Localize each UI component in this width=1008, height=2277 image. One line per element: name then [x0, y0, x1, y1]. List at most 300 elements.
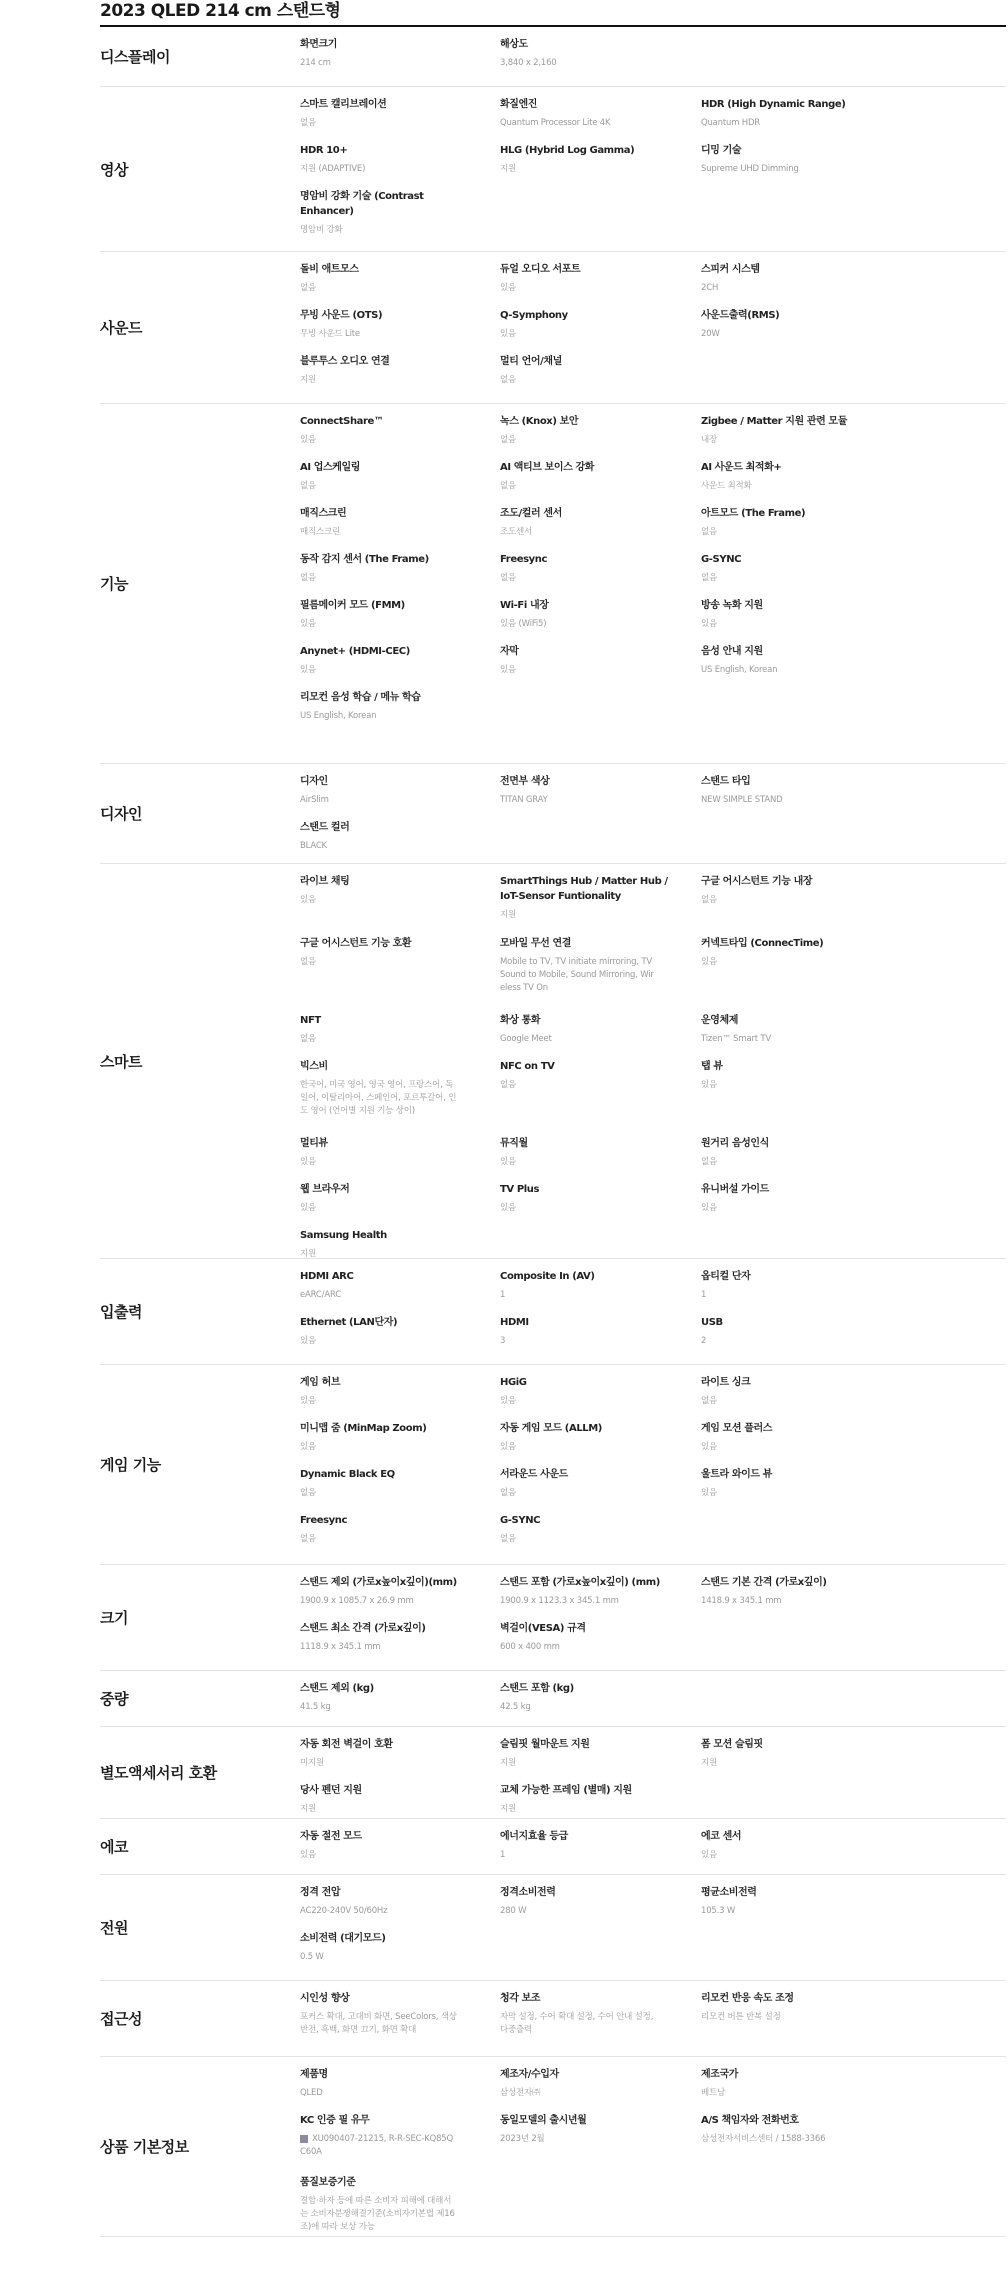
spec-item: [500, 1737, 701, 1783]
spec-value: 있음: [300, 435, 317, 445]
spec-item: [500, 1513, 701, 1559]
spec-label: Freesync: [300, 1515, 348, 1526]
spec-item: [500, 460, 701, 506]
spec-value: 없음: [500, 1488, 517, 1498]
spec-section: [100, 1875, 1006, 1981]
spec-value: 1900.9 x 1123.3 x 345.1 mm: [500, 1596, 619, 1606]
spec-label: 모바일 무선 연결: [500, 938, 571, 949]
spec-value: 없음: [701, 1157, 718, 1167]
spec-label: ConnectShare™: [300, 416, 384, 427]
spec-value: 리모컨 버튼 반복 설정: [701, 2012, 781, 2022]
spec-grid: [300, 1365, 1006, 1564]
section-category: 별도액세서리 호환: [100, 1764, 217, 1782]
spec-label: 자동 회전 벽걸이 호환: [300, 1739, 393, 1750]
spec-item: [500, 2067, 701, 2113]
spec-item: [701, 874, 901, 936]
spec-item: [701, 2113, 901, 2175]
spec-value: 있음: [300, 1442, 317, 1452]
spec-label: 디밍 기술: [701, 145, 742, 156]
spec-section: [100, 404, 1006, 764]
spec-item: [300, 1991, 500, 2053]
spec-label: 스탠드 컬러: [300, 822, 350, 833]
spec-value: 20W: [701, 329, 720, 339]
spec-value: US English, Korean: [701, 665, 778, 675]
spec-item: [300, 1182, 500, 1228]
spec-grid: [300, 252, 1006, 403]
spec-grid: [300, 1671, 1006, 1726]
spec-label: 운영체제: [701, 1015, 739, 1026]
spec-value: 내장: [701, 435, 718, 445]
spec-section: [100, 2057, 1006, 2237]
spec-value: 한국어, 미국 영어, 영국 영어, 프랑스어, 독 일어, 이탈리아어, 스페인어, 포르투갈어, 인 도 영어 (언어별 지원 기능 상이): [300, 1080, 457, 1116]
spec-item: [701, 936, 901, 1013]
spec-label: 유니버설 가이드: [701, 1184, 769, 1195]
spec-value: 2: [701, 1336, 707, 1346]
spec-value: 있음: [300, 1336, 317, 1346]
spec-item: [300, 1681, 500, 1727]
spec-label: 웹 브라우저: [300, 1184, 350, 1195]
section-category: 중량: [100, 1690, 128, 1708]
spec-item: [500, 1315, 701, 1361]
spec-item: [500, 354, 701, 400]
spec-label: 조도/컬러 센서: [500, 508, 562, 519]
spec-section: [100, 252, 1006, 404]
spec-item: [500, 1013, 701, 1059]
spec-item: [701, 506, 901, 552]
spec-label: 소비전력 (대기모드): [300, 1933, 386, 1944]
spec-label: 게임 허브: [300, 1377, 341, 1388]
spec-label: 스마트 캘리브레이션: [300, 99, 387, 110]
spec-value-wrap: [300, 2133, 500, 2159]
spec-section: [100, 1727, 1006, 1819]
spec-label: 제조자/수입자: [500, 2069, 559, 2080]
spec-label: 화면크기: [300, 39, 338, 50]
spec-label: 동일모델의 출시년월: [500, 2115, 587, 2126]
section-category: 영상: [100, 160, 128, 179]
spec-value: 무빙 사운드 Lite: [300, 329, 360, 339]
spec-label: 자막: [500, 646, 519, 657]
spec-item: [300, 820, 500, 866]
spec-value: 없음: [500, 573, 517, 583]
spec-item: [500, 1885, 701, 1931]
spec-item: [300, 2113, 500, 2175]
spec-value: 3: [500, 1336, 506, 1346]
spec-item: [701, 552, 901, 598]
spec-item: [300, 1467, 500, 1513]
spec-value: 280 W: [500, 1906, 527, 1916]
spec-value: 있음: [300, 665, 317, 675]
spec-label: Samsung Health: [300, 1230, 387, 1241]
spec-label: G-SYNC: [500, 1515, 541, 1526]
spec-item: [300, 1575, 500, 1621]
spec-sections: [100, 27, 1006, 2237]
spec-label: 사운드출력(RMS): [701, 310, 780, 321]
spec-value: 없음: [300, 283, 317, 293]
spec-value: 지원 (ADAPTIVE): [300, 164, 366, 174]
spec-item: [500, 1681, 701, 1727]
spec-item: [500, 414, 701, 460]
spec-value: 없음: [300, 1488, 317, 1498]
spec-value: 없음: [701, 573, 718, 583]
spec-label: 시인성 향상: [300, 1993, 350, 2004]
spec-label: 슬림핏 월마운트 지원: [500, 1739, 590, 1750]
spec-label: 라이브 채팅: [300, 876, 350, 887]
spec-label: HGiG: [500, 1377, 527, 1388]
spec-item: [500, 644, 701, 690]
spec-value: 0.5 W: [300, 1952, 324, 1962]
spec-grid: [300, 1819, 1006, 1874]
spec-value: 있음: [500, 1157, 517, 1167]
spec-label: Q-Symphony: [500, 310, 568, 321]
spec-item: [300, 1513, 500, 1559]
spec-grid: [300, 1727, 1006, 1818]
spec-section: [100, 1259, 1006, 1365]
spec-value: AC220-240V 50/60Hz: [300, 1906, 388, 1916]
spec-label: NFC on TV: [500, 1061, 555, 1072]
spec-label: 뮤직월: [500, 1138, 528, 1149]
spec-value: 없음: [701, 527, 718, 537]
spec-value: NEW SIMPLE STAND: [701, 795, 783, 805]
spec-item: [300, 354, 500, 400]
spec-section: [100, 764, 1006, 864]
spec-label: Anynet+ (HDMI-CEC): [300, 646, 410, 657]
spec-label: 빅스비: [300, 1061, 328, 1072]
spec-value: 매직스크린: [300, 527, 341, 537]
spec-value: 3,840 x 2,160: [500, 58, 557, 68]
section-category: 게임 기능: [100, 1456, 161, 1474]
spec-label: HDR (High Dynamic Range): [701, 99, 846, 110]
spec-item: [300, 644, 500, 690]
spec-item: [500, 37, 701, 83]
spec-label: Freesync: [500, 554, 548, 565]
spec-item: [300, 1421, 500, 1467]
spec-item: [701, 774, 901, 820]
spec-item: [500, 936, 701, 1013]
spec-value: 있음: [500, 1396, 517, 1406]
spec-item: [701, 1467, 901, 1513]
spec-item: [701, 1885, 901, 1931]
spec-value: 없음: [300, 1034, 317, 1044]
spec-label: 게임 모션 플러스: [701, 1423, 772, 1434]
spec-label: Dynamic Black EQ: [300, 1469, 395, 1480]
spec-value: 있음: [701, 957, 718, 967]
spec-value: 1: [500, 1850, 506, 1860]
spec-label: 돌비 애트모스: [300, 264, 359, 275]
spec-value: 있음 (WiFi5): [500, 619, 547, 629]
spec-item: [500, 143, 701, 189]
spec-label: 듀얼 오디오 서포트: [500, 264, 581, 275]
spec-section: [100, 864, 1006, 1259]
spec-label: 매직스크린: [300, 508, 347, 519]
spec-grid: [300, 2057, 1006, 2236]
spec-item: [500, 2113, 701, 2175]
spec-value: 있음: [701, 1488, 718, 1498]
spec-item: [300, 874, 500, 936]
section-category: 사운드: [100, 319, 142, 337]
spec-item: [500, 874, 701, 936]
spec-item: [500, 1575, 701, 1621]
spec-item: [300, 37, 500, 83]
spec-item: [701, 1182, 901, 1228]
section-category: 스마트: [100, 1052, 142, 1071]
spec-grid: [300, 87, 1006, 251]
spec-label: 라이트 싱크: [701, 1377, 751, 1388]
spec-label: 미니맵 줌 (MinMap Zoom): [300, 1423, 427, 1434]
spec-label: 탭 뷰: [701, 1061, 723, 1072]
spec-value: 41.5 kg: [300, 1702, 331, 1712]
spec-section: [100, 27, 1006, 87]
spec-value: 1: [500, 1290, 506, 1300]
spec-item: [701, 1136, 901, 1182]
spec-value: 없음: [500, 1534, 517, 1544]
spec-label: 옵티컬 단자: [701, 1271, 751, 1282]
spec-value: 사운드 최적화: [701, 481, 752, 491]
section-category: 디자인: [100, 805, 142, 823]
spec-label: 스탠드 제외 (kg): [300, 1683, 374, 1694]
spec-label: 에코 센서: [701, 1831, 742, 1842]
spec-value: 없음: [300, 481, 317, 491]
spec-label: 울트라 와이드 뷰: [701, 1469, 772, 1480]
spec-item: [701, 1013, 901, 1059]
spec-section: [100, 1565, 1006, 1671]
spec-item: [500, 97, 701, 143]
spec-value: 미지원: [300, 1758, 325, 1768]
spec-label: 디자인: [300, 776, 328, 787]
spec-value: 있음: [300, 895, 317, 905]
spec-value: Google Meet: [500, 1034, 552, 1044]
spec-item: [300, 552, 500, 598]
spec-value: US English, Korean: [300, 711, 377, 721]
spec-item: [701, 598, 901, 644]
spec-label: 스탠드 최소 간격 (가로x깊이): [300, 1623, 426, 1634]
spec-item: [300, 506, 500, 552]
spec-label: 화상 통화: [500, 1015, 541, 1026]
spec-label: 아트모드 (The Frame): [701, 508, 806, 519]
spec-item: [500, 1182, 701, 1228]
spec-item: [701, 97, 901, 143]
spec-label: USB: [701, 1317, 723, 1328]
spec-value: 1418.9 x 345.1 mm: [701, 1596, 782, 1606]
spec-label: 리모컨 반응 속도 조정: [701, 1993, 794, 2004]
spec-label: AI 업스케일링: [300, 462, 361, 473]
spec-item: [500, 1059, 701, 1136]
spec-item: [300, 936, 500, 1013]
spec-item: [300, 598, 500, 644]
spec-label: NFT: [300, 1015, 321, 1026]
spec-value: 있음: [500, 1203, 517, 1213]
spec-value: 있음: [701, 1850, 718, 1860]
spec-label: AI 액티브 보이스 강화: [500, 462, 594, 473]
spec-label: 스피커 시스템: [701, 264, 760, 275]
spec-value: 1118.9 x 345.1 mm: [300, 1642, 381, 1652]
spec-label: AI 사운드 최적화+: [701, 462, 782, 473]
spec-value: 명암비 강화: [300, 225, 343, 235]
spec-value: AirSlim: [300, 795, 329, 805]
spec-label: 방송 녹화 지원: [701, 600, 763, 611]
spec-label: 원거리 음성인식: [701, 1138, 769, 1149]
spec-value: 없음: [701, 1396, 718, 1406]
spec-value: Supreme UHD Dimming: [701, 164, 799, 174]
spec-value: 없음: [300, 573, 317, 583]
spec-value: Mobile to TV, TV initiate mirroring, TV Sound to Mobile, Sound Mirroring, Wir eless TV On: [500, 957, 654, 993]
spec-value: 지원: [500, 1758, 517, 1768]
spec-value: QLED: [300, 2088, 323, 2098]
spec-item: [300, 774, 500, 820]
spec-value: 없음: [500, 1080, 517, 1090]
spec-item: [300, 1621, 500, 1667]
spec-label: 전면부 색상: [500, 776, 550, 787]
spec-item: [500, 1269, 701, 1315]
spec-grid: [300, 1981, 1006, 2056]
spec-item: [500, 1467, 701, 1513]
spec-value: 1: [701, 1290, 707, 1300]
spec-label: 해상도: [500, 39, 528, 50]
spec-label: 제품명: [300, 2069, 328, 2080]
spec-item: [300, 690, 500, 736]
spec-item: [701, 1737, 901, 1783]
spec-value: 없음: [500, 481, 517, 491]
spec-label: TV Plus: [500, 1184, 540, 1195]
spec-value: 베트남: [701, 2088, 726, 2098]
spec-value: 결함·하자 등에 따른 소비자 피해에 대해서 는 소비자분쟁해결기준(소비자기본법 제16 조)에 따라 보상 가능: [300, 2196, 455, 2232]
spec-label: Composite In (AV): [500, 1271, 595, 1282]
spec-item: [701, 1059, 901, 1136]
spec-item: [300, 143, 500, 189]
spec-value: 삼성전자㈜: [500, 2088, 541, 2098]
spec-label: Zigbee / Matter 지원 관련 모듈: [701, 416, 847, 427]
spec-item: [701, 414, 901, 460]
spec-value: Tizen™ Smart TV: [701, 1034, 771, 1044]
spec-item: [500, 308, 701, 354]
spec-value: 214 cm: [300, 58, 331, 68]
spec-label: 스탠드 포함 (가로x높이x깊이) (mm): [500, 1577, 660, 1588]
spec-label: 자동 절전 모드: [300, 1831, 362, 1842]
spec-item: [300, 1136, 500, 1182]
spec-label: 평균소비전력: [701, 1887, 757, 1898]
spec-value: 없음: [300, 957, 317, 967]
spec-label: 녹스 (Knox) 보안: [500, 416, 579, 427]
spec-label: 명암비 강화 기술 (Contrast Enhancer): [300, 191, 424, 217]
spec-item: [500, 506, 701, 552]
spec-item: [701, 143, 901, 189]
qr-code-icon: [300, 2135, 308, 2143]
section-category: 전원: [100, 1919, 128, 1937]
spec-value: eARC/ARC: [300, 1290, 341, 1300]
spec-value: 있음: [701, 1442, 718, 1452]
spec-label: HDMI ARC: [300, 1271, 354, 1282]
spec-label: 교체 가능한 프레임 (별매) 지원: [500, 1785, 632, 1796]
spec-label: 폼 모션 슬림핏: [701, 1739, 763, 1750]
spec-item: [300, 1269, 500, 1315]
spec-value: 600 x 400 mm: [500, 1642, 560, 1652]
spec-label: 스탠드 타입: [701, 776, 751, 787]
spec-item: [701, 1315, 901, 1361]
spec-value: 있음: [300, 619, 317, 629]
spec-item: [500, 1991, 701, 2053]
spec-item: [701, 1829, 901, 1875]
spec-item: [300, 460, 500, 506]
spec-label: 자동 게임 모드 (ALLM): [500, 1423, 602, 1434]
spec-label: 품질보증기준: [300, 2177, 356, 2188]
section-category: 에코: [100, 1838, 128, 1856]
spec-section: [100, 1981, 1006, 2057]
spec-item: [500, 774, 701, 820]
spec-item: [300, 1885, 500, 1931]
spec-label: Wi-Fi 내장: [500, 600, 549, 611]
spec-value: 있음: [300, 1850, 317, 1860]
spec-label: 멀티 언어/채널: [500, 356, 562, 367]
spec-value: 자막 설정, 수어 확대 설정, 수어 안내 설정, 다중출력: [500, 2012, 654, 2035]
spec-item: [300, 189, 500, 251]
spec-value: 있음: [701, 1203, 718, 1213]
spec-value: 있음: [500, 1442, 517, 1452]
spec-value: 있음: [500, 283, 517, 293]
spec-item: [500, 1621, 701, 1667]
spec-label: HDMI: [500, 1317, 529, 1328]
spec-label: 서라운드 사운드: [500, 1469, 568, 1480]
spec-item: [701, 1421, 901, 1467]
section-category: 기능: [100, 575, 128, 593]
spec-item: [701, 460, 901, 506]
spec-value: 지원: [300, 1804, 317, 1814]
spec-grid: [300, 764, 1006, 863]
spec-grid: [300, 404, 1006, 763]
spec-label: 벽걸이(VESA) 규격: [500, 1623, 586, 1634]
spec-label: 제조국가: [701, 2069, 739, 2080]
spec-grid: [300, 1259, 1006, 1364]
spec-item: [500, 1421, 701, 1467]
spec-item: [300, 414, 500, 460]
spec-label: 정격소비전력: [500, 1887, 556, 1898]
spec-item: [300, 1931, 500, 1977]
spec-item: [701, 262, 901, 308]
spec-item: [500, 1375, 701, 1421]
spec-value: 2023년 2월: [500, 2134, 545, 2144]
spec-label: 스탠드 제외 (가로x높이x깊이)(mm): [300, 1577, 457, 1588]
spec-value: Quantum Processor Lite 4K: [500, 118, 611, 128]
spec-item: [300, 2175, 500, 2252]
spec-section: [100, 1819, 1006, 1875]
spec-value: 있음: [701, 619, 718, 629]
spec-label: 화질엔진: [500, 99, 538, 110]
spec-item: [701, 1991, 901, 2053]
spec-label: 당사 펜던 지원: [300, 1785, 362, 1796]
section-category: 접근성: [100, 2010, 142, 2028]
spec-item: [701, 2067, 901, 2113]
spec-value: 지원: [300, 1249, 317, 1259]
spec-item: [300, 1059, 500, 1136]
spec-value: 없음: [300, 1534, 317, 1544]
spec-label: 무빙 사운드 (OTS): [300, 310, 383, 321]
spec-section: [100, 1365, 1006, 1565]
spec-item: [500, 262, 701, 308]
spec-label: 멀티뷰: [300, 1138, 328, 1149]
spec-value: 지원: [500, 164, 517, 174]
spec-label: 에너지효율 등급: [500, 1831, 568, 1842]
spec-label: 스탠드 기본 간격 (가로x깊이): [701, 1577, 827, 1588]
spec-value: 42.5 kg: [500, 1702, 531, 1712]
spec-value: 조도센서: [500, 527, 533, 537]
spec-item: [701, 1575, 901, 1621]
spec-value: 지원: [300, 375, 317, 385]
spec-label: 스탠드 포함 (kg): [500, 1683, 574, 1694]
spec-value: 없음: [701, 895, 718, 905]
spec-value: BLACK: [300, 841, 327, 851]
spec-item: [701, 308, 901, 354]
spec-value: 있음: [300, 1396, 317, 1406]
spec-value: 없음: [300, 118, 317, 128]
spec-value: 있음: [300, 1157, 317, 1167]
